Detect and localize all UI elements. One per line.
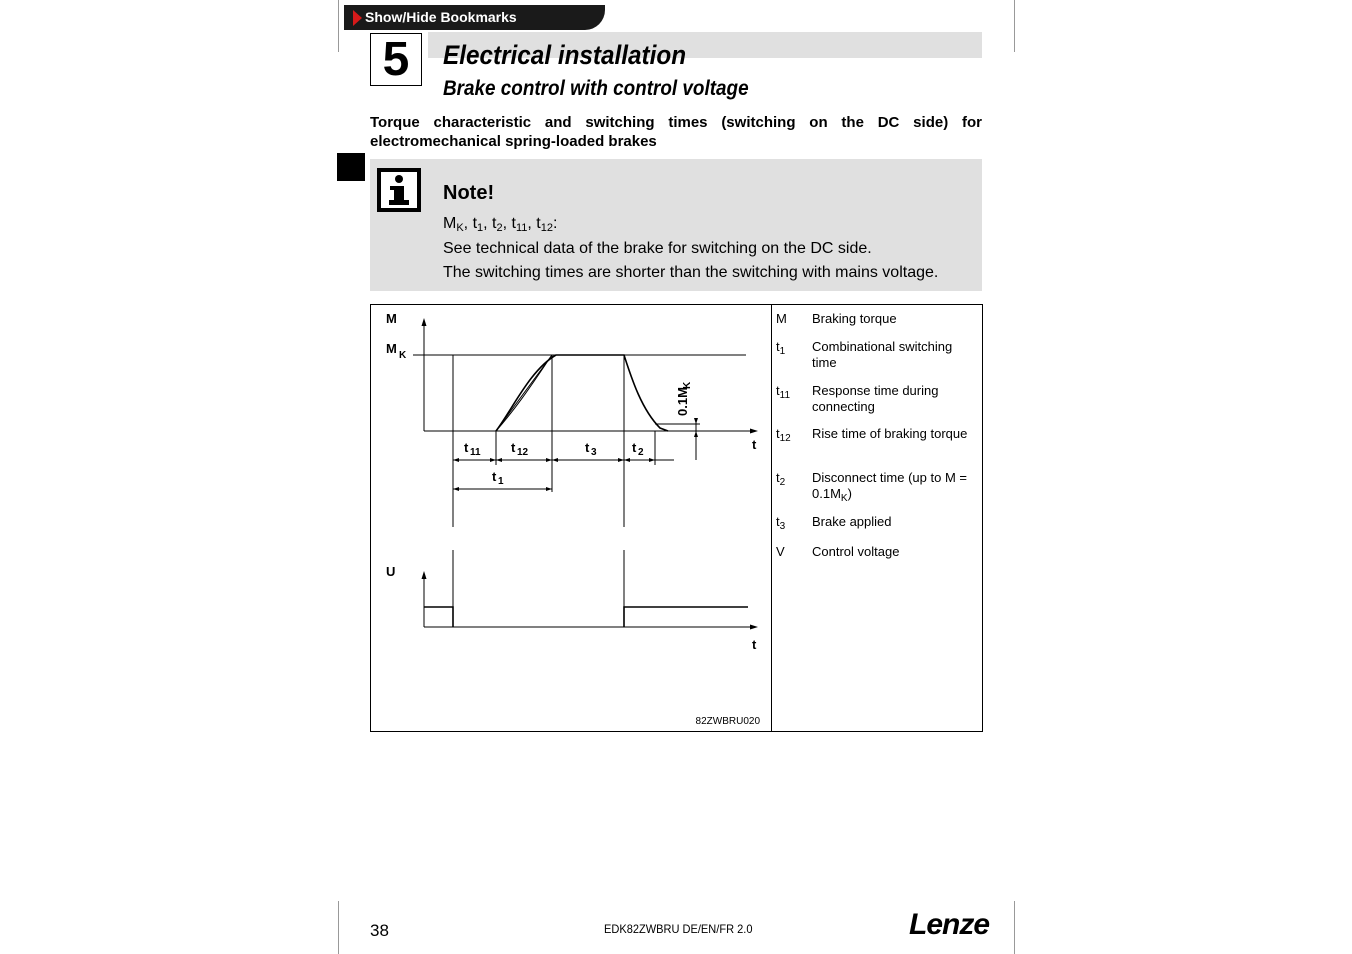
legend-symbol: M <box>776 311 787 326</box>
label-t2-main: t <box>632 440 637 455</box>
voltage-plot <box>422 550 759 630</box>
chapter-number: 5 <box>370 33 422 86</box>
note-symbol-m: M <box>443 215 457 232</box>
page-title: Electrical installation <box>443 40 687 70</box>
torque-curve <box>496 355 668 431</box>
label-tenth-mk-sub: K <box>682 381 693 389</box>
legend-symbol: $t_2$ <box>776 470 786 488</box>
label-t: t <box>752 437 757 452</box>
label-t1-sub: 1 <box>498 476 504 487</box>
legend-symbol: $t_1$ <box>776 339 786 357</box>
label-t3-main: t <box>585 440 590 455</box>
note-title: Note! <box>443 182 495 204</box>
note-line-3: The switching times are shorter than the switching with mains voltage. <box>443 264 939 281</box>
legend-description: Disconnect time (up to $M = 0.1M_K$) <box>812 470 967 504</box>
label-t1-main: t <box>492 469 497 484</box>
show-hide-bookmarks-button[interactable] <box>344 5 605 30</box>
legend-description: Response time during connecting <box>812 383 939 414</box>
label-t-voltage: t <box>752 637 757 652</box>
legend-description: Brake applied <box>812 514 892 529</box>
intro-text: Torque characteristic and switching times (switching on the DC side) for electromechanical spring-loaded brakes <box>370 114 982 150</box>
page-subtitle: Brake control with control voltage <box>443 77 749 100</box>
note-sub-1: 1 <box>477 222 484 234</box>
note-symbol-t: t <box>472 215 478 232</box>
label-t11-main: t <box>464 440 469 455</box>
t2-axis-arrow-icon <box>750 625 758 630</box>
bookmark-arrow-icon <box>353 10 362 26</box>
note-symbol-k: K <box>456 222 464 234</box>
info-icon <box>377 168 421 212</box>
note-symbol-t: t <box>492 215 497 232</box>
label-mk-sub: K <box>399 350 407 361</box>
legend-description: Braking torque <box>812 311 897 326</box>
legend-symbol: $t_3$ <box>776 514 786 532</box>
note-symbols-line: $M_K$, $t_1$, $t_2$, $t_{11}$, $t_{12}$: <box>443 215 558 234</box>
torque-timing-diagram <box>371 305 771 731</box>
u-axis-arrow-icon <box>422 571 427 579</box>
label-t12-main: t <box>511 440 516 455</box>
legend-symbol: $t_{11}$ <box>776 383 791 401</box>
label-t11-sub: 11 <box>470 447 481 458</box>
note-line-2: See technical data of the brake for switching on the DC side. <box>443 240 872 257</box>
label-t2-sub: 2 <box>638 447 644 458</box>
lenze-logo: Lenze <box>909 908 990 941</box>
legend-description: Combinational switching time <box>812 339 953 370</box>
page-edge-right-bottom <box>1014 901 1015 954</box>
t-axis-arrow-icon <box>750 429 758 434</box>
diagram-axes <box>413 318 758 527</box>
legend-description: Rise time of braking torque <box>812 426 968 441</box>
label-m: M <box>386 311 397 326</box>
label-t3-sub: 3 <box>591 447 597 458</box>
margin-marker <box>337 153 365 181</box>
document-code: EDK82ZWBRU DE/EN/FR 2.0 <box>604 922 753 936</box>
note-sub-2: 2 <box>496 222 503 234</box>
label-u: U <box>386 564 396 579</box>
figure-divider <box>771 304 772 732</box>
bookmark-label: Show/Hide Bookmarks <box>365 9 517 25</box>
page-number: 38 <box>370 921 389 940</box>
label-mk-main: M <box>386 341 397 356</box>
page-edge-left-bottom <box>338 901 339 954</box>
legend-symbol: $t_{12}$ <box>776 426 791 444</box>
note-symbol-t: t <box>511 215 516 232</box>
legend-description: Control voltage <box>812 544 900 559</box>
label-tenth-mk-main: 0.1M <box>675 387 690 416</box>
note-sub-11: 11 <box>515 222 528 234</box>
legend-symbol: V <box>776 544 785 559</box>
note-symbol-t: t <box>536 215 541 232</box>
page-edge-left-top <box>338 0 339 52</box>
note-sub-12: 12 <box>540 222 553 234</box>
page-edge-right-top <box>1014 0 1015 52</box>
m-axis-arrow-icon <box>422 318 427 326</box>
figure-id: 82ZWBRU020 <box>695 716 760 727</box>
label-t12-sub: 12 <box>517 447 529 458</box>
